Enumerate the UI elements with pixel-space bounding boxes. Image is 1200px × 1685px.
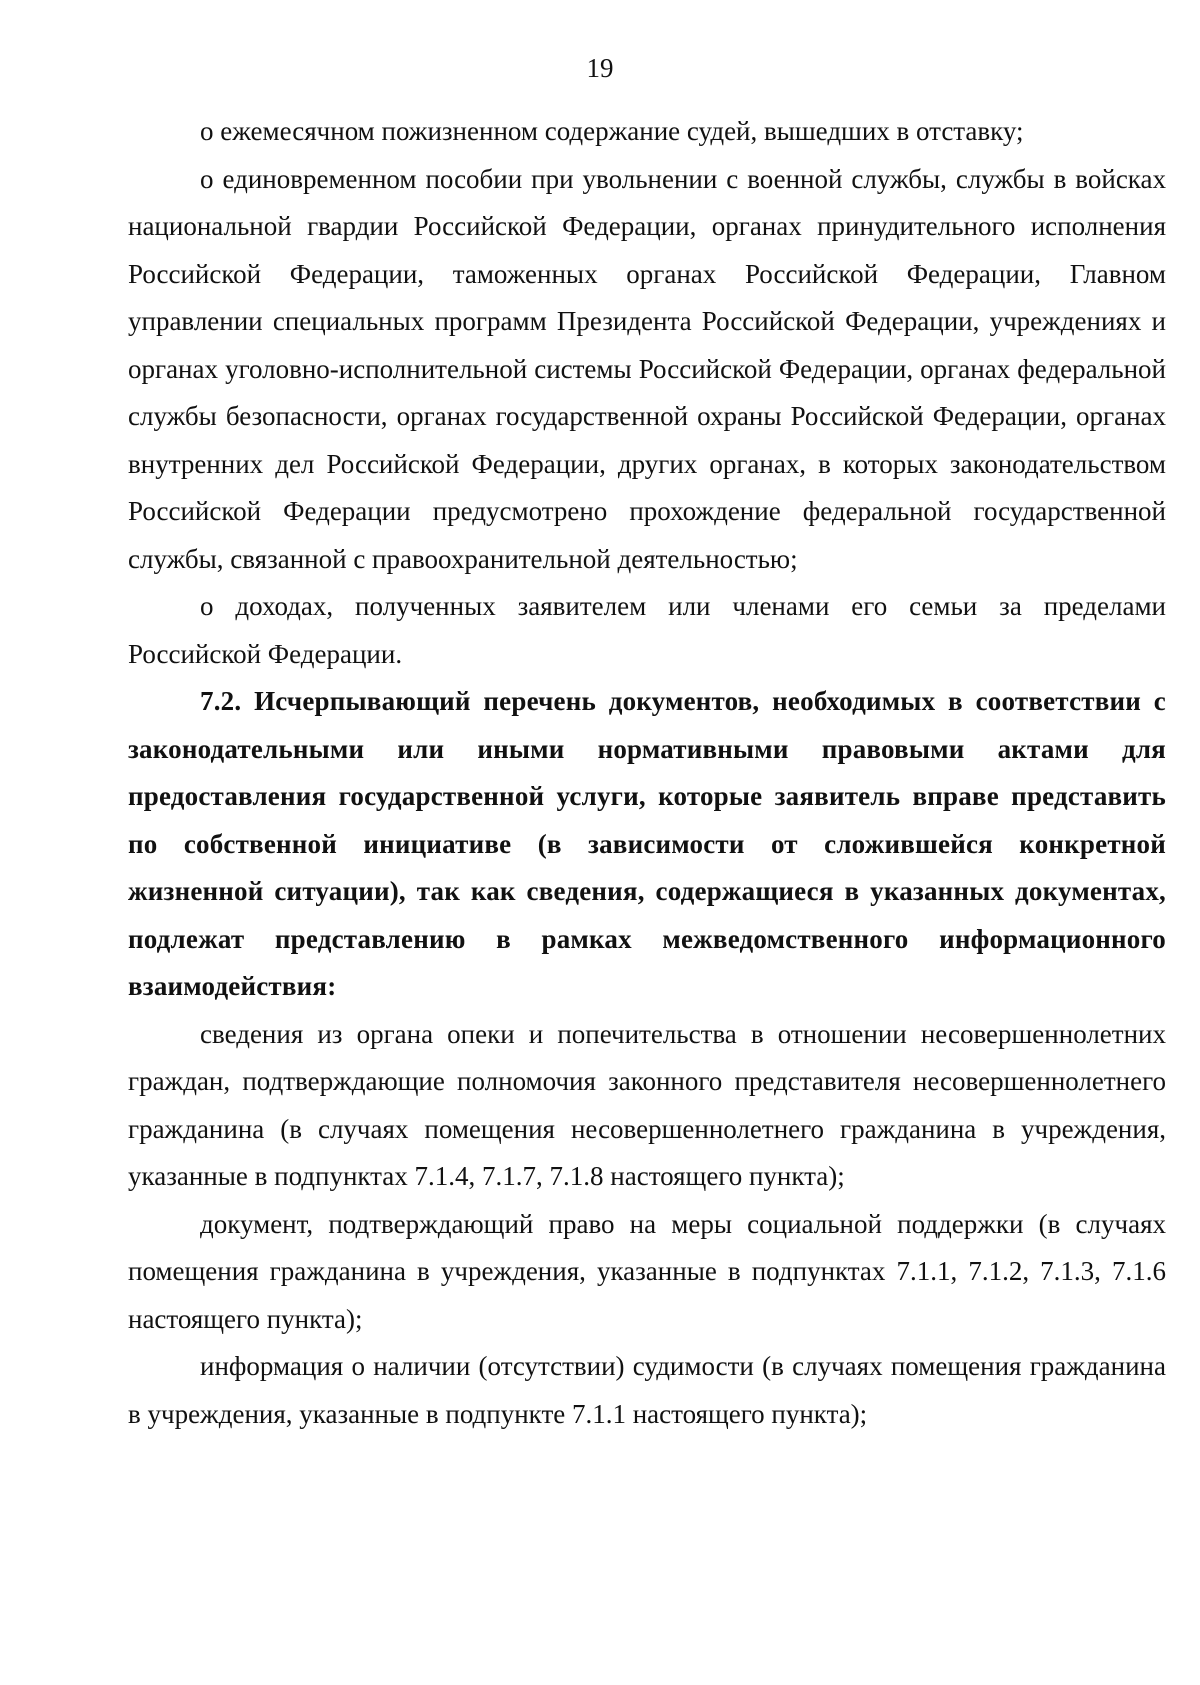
document-body	[128, 108, 1166, 1438]
page-number: 19	[586, 53, 614, 83]
section-heading-7-2: 7.2. Исчерпывающий перечень документов, необходимых в соответствии с законодательными или иными нормативными правовыми актами для предоставления государственной услуги, которые заявитель вправе представить по собственной инициативе (в зависимости от сложившейся конкретной жизненной ситуации), так как сведения, содержащиеся в указанных документах, подлежат представлению в рамках межведомственного информационного взаимодействия:	[128, 686, 1166, 1001]
paragraph-judges-pension: о ежемесячном пожизненном содержание судей, вышедших в отставку;	[200, 116, 1024, 146]
paragraph-severance-allowance: о единовременном пособии при увольнении с военной службы, службы в войсках национальной гвардии Российской Федерации, органах принудительного исполнения Российской Федерации, таможенных органах Российской Федерации, Главном управлении специальных программ Президента Российской Федерации, учреждениях и органах уголовно-исполнительной системы Российской Федерации, органах федеральной службы безопасности, органах государственной охраны Российской Федерации, органах внутренних дел Российской Федерации, других органах, в которых законодательством Российской Федерации предусмотрено прохождение федеральной государственной службы, связанной с правоохранительной деятельностью;	[128, 163, 1166, 574]
paragraph-criminal-record-info: информация о наличии (отсутствии) судимости (в случаях помещения гражданина в учреждения, указанные в подпункте 7.1.1 настоящего пункта);	[128, 1351, 1166, 1429]
paragraph-social-support-document: документ, подтверждающий право на меры социальной поддержки (в случаях помещения гражданина в учреждения, указанные в подпунктах 7.1.1, 7.1.2, 7.1.3, 7.1.6 настоящего пункта);	[128, 1208, 1166, 1334]
paragraph-foreign-income: о доходах, полученных заявителем или членами его семьи за пределами Российской Федерации.	[128, 591, 1166, 669]
paragraph-guardianship-info: сведения из органа опеки и попечительства в отношении несовершеннолетних граждан, подтверждающие полномочия законного представителя несовершеннолетнего гражданина (в случаях помещения несовершеннолетнего гражданина в учреждения, указанные в подпунктах 7.1.4, 7.1.7, 7.1.8 настоящего пункта);	[128, 1018, 1166, 1191]
